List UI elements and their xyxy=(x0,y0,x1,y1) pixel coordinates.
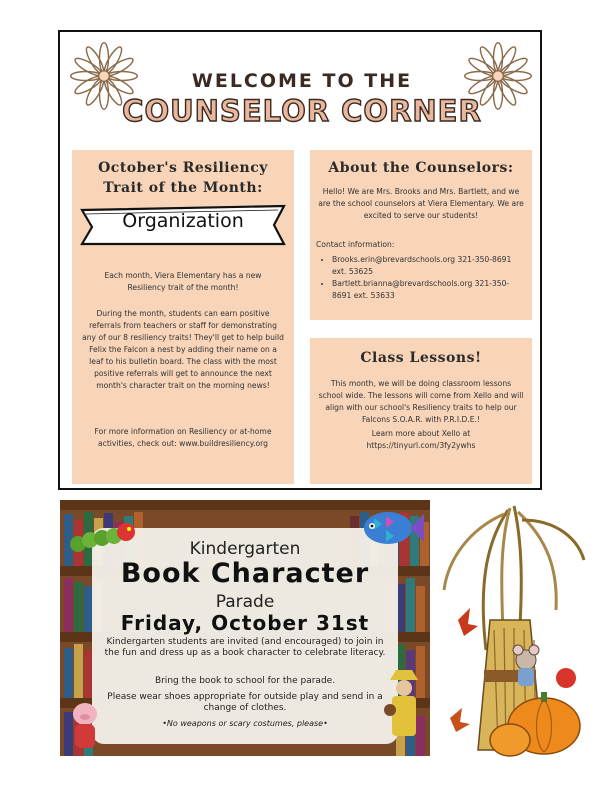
contact-list xyxy=(316,254,526,302)
trait-description-text: During the month, students can earn positive referrals from teachers or staff for demonstrating any of our 8 resiliency traits! They'll get to help build Felix the Falcon a nest by adding their name on a leaf to his bulletin board. The class with the most positive referrals will get to announce the next month's character trait on the morning news! xyxy=(82,309,284,390)
trait-title-line2: Trait of the Month: xyxy=(103,180,263,196)
welcome-heading: WELCOME TO THE xyxy=(191,70,413,92)
parade-shoes-text: Please wear shoes appropriate for outside play and send in a change of clothes. xyxy=(107,692,383,713)
lessons-panel-title: Class Lessons! xyxy=(360,350,482,366)
trait-intro-text: Each month, Viera Elementary has a new Resiliency trait of the month! xyxy=(104,271,262,292)
lessons-panel xyxy=(310,338,532,484)
pig-character-icon xyxy=(68,698,102,754)
trait-panel-title xyxy=(78,158,288,198)
about-intro-text: Hello! We are Mrs. Brooks and Mrs. Bartlett, and we are the school counselors at Viera Elementary. We are excited to serve our students! xyxy=(318,187,524,220)
parade-book-text: Bring the book to school for the parade. xyxy=(154,676,336,686)
about-panel-title: About the Counselors: xyxy=(328,160,514,176)
contact-item-brooks: • Brooks.erin@brevardschools.org 321-350-8691 ext. 53625 xyxy=(332,254,526,278)
lessons-text: This month, we will be doing classroom lessons school wide. The lessons will come from Xello and will align with our school's Resiliency traits to help our Falcons S.O.A.R. with P.R.I.D.E.! xyxy=(318,379,524,424)
parade-label: Parade xyxy=(215,592,275,612)
contact-label: Contact information: xyxy=(316,240,395,249)
kindergarten-label: Kindergarten xyxy=(189,539,301,559)
parade-invite-text: Kindergarten students are invited (and encouraged) to join in the fun and dress up as a book character to celebrate literacy. xyxy=(104,637,386,658)
book-character-title: Book Character xyxy=(120,558,370,589)
corn-stalk-pumpkin-icon xyxy=(438,500,588,762)
trait-name: Organization xyxy=(122,210,244,232)
trait-title-line1: October's Resiliency xyxy=(98,160,268,176)
counselor-flyer xyxy=(58,30,542,490)
trait-panel xyxy=(72,150,294,484)
page-title: COUNSELOR CORNER xyxy=(122,94,482,128)
parade-costume-note: •No weapons or scary costumes, please• xyxy=(162,719,328,728)
xello-link-text: Learn more about Xello at https://tinyurl.com/3fy2ywhs xyxy=(366,429,476,450)
parade-date: Friday, October 31st xyxy=(120,611,370,635)
contact-item-bartlett: • Bartlett.brianna@brevardschools.org 321-350-8691 ext. 53633 xyxy=(332,278,526,302)
about-panel xyxy=(310,150,532,320)
book-row xyxy=(64,642,93,698)
trait-more-info-text: For more information on Resiliency or at-home activities, check out: www.buildresiliency.org xyxy=(94,427,272,448)
parade-poster xyxy=(60,500,430,756)
